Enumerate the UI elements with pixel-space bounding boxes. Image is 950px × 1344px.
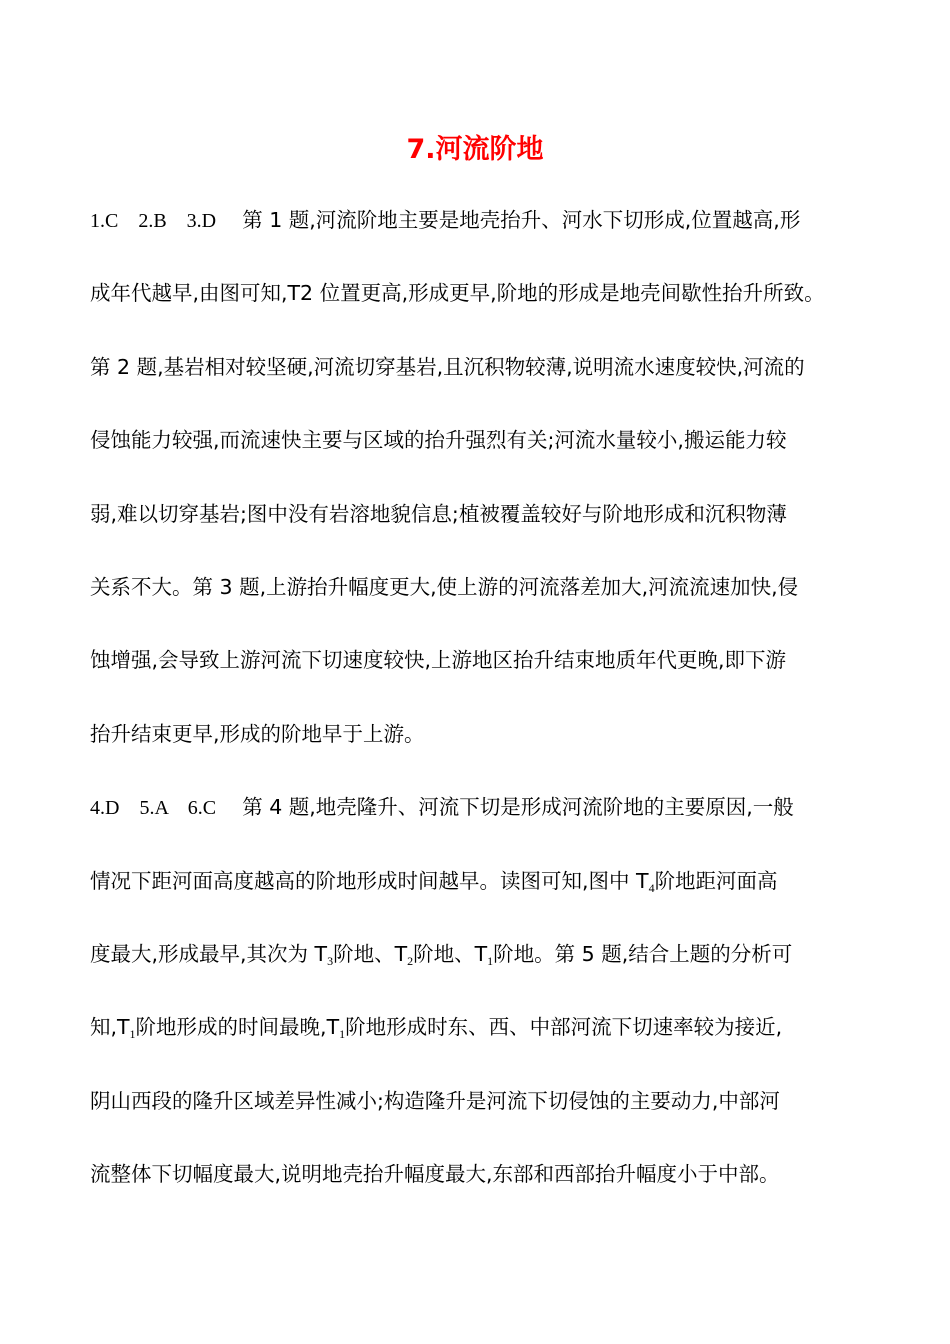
text-line [90, 347, 860, 420]
subscript: 3 [327, 953, 334, 968]
text-run: 抬升结束更早,形成的阶地早于上游。 [90, 721, 425, 746]
text-run: 关系不大。第 3 题,上游抬升幅度更大,使上游的河流落差加大,河流流速加快,侵 [90, 574, 799, 599]
text-line [90, 640, 860, 713]
subscript: 1 [339, 1027, 346, 1042]
text-line [90, 1007, 860, 1080]
text-run: 第 2 题,基岩相对较坚硬,河流切穿基岩,且沉积物较薄,说明流水速度较快,河流的 [90, 354, 805, 379]
text-line [90, 714, 860, 787]
text-run: 蚀增强,会导致上游河流下切速度较快,上游地区抬升结束地质年代更晚,即下游 [90, 648, 787, 673]
subscript: 2 [407, 953, 414, 968]
answer-explanation [90, 200, 860, 1219]
text-run: 流整体下切幅度最大,说明地壳抬升幅度最大,东部和西部抬升幅度小于中部。 [90, 1162, 780, 1187]
text-run: 成年代越早,由图可知,T2 位置更高,形成更早,阶地的形成是地壳间歇性抬升所致。 [90, 281, 825, 306]
text-line [90, 420, 860, 493]
text-line [90, 273, 860, 346]
subscript: 1 [487, 953, 494, 968]
text-run: 度最大,形成最早,其次为 T [90, 941, 328, 966]
text-line [90, 934, 860, 1007]
answer-key-4-6: 4.D 5.A 6.C [90, 797, 217, 820]
text-line [90, 200, 860, 273]
text-run: 情况下距河面高度越高的阶地形成时间越早。读图可知,图中 T [90, 868, 649, 893]
text-line [90, 861, 860, 934]
text-run: 侵蚀能力较强,而流速快主要与区域的抬升强烈有关;河流水量较小,搬运能力较 [90, 428, 787, 453]
text-run: 第 1 题,河流阶地主要是地壳抬升、河水下切形成,位置越高,形 [242, 208, 801, 232]
text-line [90, 1081, 860, 1154]
text-run: 阶地、T [333, 941, 408, 966]
text-run: 阶地形成时东、西、中部河流下切速率较为接近, [345, 1015, 783, 1040]
text-run: 阶地、T [413, 941, 488, 966]
text-line [90, 787, 860, 860]
text-line [90, 494, 860, 567]
answer-key-1-3: 1.C 2.B 3.D [90, 210, 217, 232]
text-line [90, 1154, 860, 1219]
text-run: 阶地形成的时间最晚,T [135, 1015, 340, 1040]
text-run: 知,T [90, 1015, 130, 1040]
page-title: 7.河流阶地 [406, 134, 544, 165]
subscript: 4 [648, 880, 655, 895]
text-run: 弱,难以切穿基岩;图中没有岩溶地貌信息;植被覆盖较好与阶地形成和沉积物薄 [90, 501, 787, 526]
text-run: 阶地。第 5 题,结合上题的分析可 [493, 941, 793, 966]
text-run: 阶地距河面高 [654, 868, 778, 893]
text-line [90, 567, 860, 640]
text-run: 阴山西段的隆升区域差异性减小;构造隆升是河流下切侵蚀的主要动力,中部河 [90, 1088, 780, 1113]
subscript: 1 [129, 1027, 136, 1042]
text-run: 第 4 题,地壳隆升、河流下切是形成河流阶地的主要原因,一般 [242, 795, 794, 820]
